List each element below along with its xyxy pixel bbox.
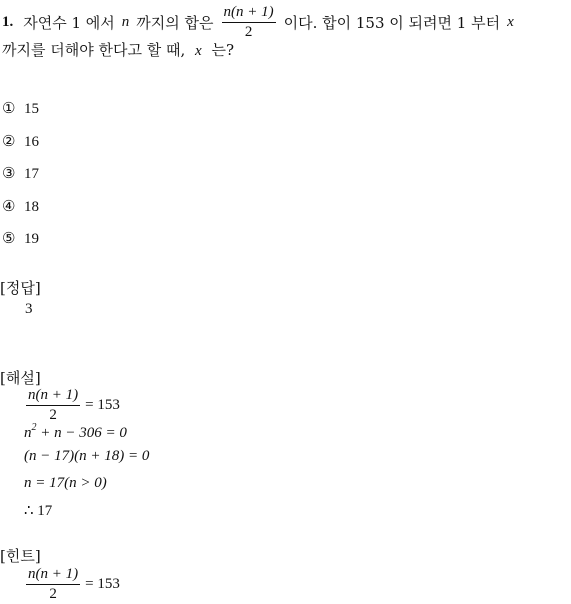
solution-fraction-denominator: 2 [49,406,57,423]
question-text-part-5: 는? [211,41,235,59]
question-variable-n: n [121,13,130,30]
question-text-part-3: 이다. 합이 153 이 되려면 1 부터 [283,13,501,32]
choice-marker: ③ [2,166,16,182]
question-line-1 [2,4,514,40]
solution-step-1 [24,385,120,425]
question-text-part-2: 까지의 합은 [136,13,214,32]
solution-fraction-numerator: n(n + 1) [26,387,80,406]
solution-step-2 [24,422,127,442]
choice-value: 18 [24,199,39,215]
question-text-part-1: 자연수 1 에서 [23,13,115,32]
hint-heading: [힌트] [0,547,41,565]
choice-marker: ② [2,134,16,150]
choice-5[interactable] [2,229,39,248]
choice-2[interactable] [2,132,39,151]
choice-marker: ① [2,101,16,117]
choice-value: 15 [24,101,39,117]
solution-step-3: (n − 17)(n + 18) = 0 [24,448,150,464]
choice-3[interactable] [2,164,39,183]
choice-4[interactable] [2,197,39,216]
question-fraction [222,4,276,40]
question-fraction-denominator: 2 [244,23,253,40]
solution-step-5: ∴ 17 [24,503,53,519]
hint-fraction-denominator: 2 [49,585,57,602]
choice-1[interactable] [2,99,39,118]
answer-value: 3 [25,301,33,317]
solution-step-2-rest: + n − 306 = 0 [40,425,127,441]
question-text-part-4: 까지를 더해야 한다고 할 때, [2,41,186,59]
hint-fraction [26,566,80,602]
choice-marker: ④ [2,199,16,215]
solution-step-2-exponent: 2 [31,422,37,433]
solution-step-2-base: n [24,425,32,441]
choice-value: 16 [24,134,39,150]
hint-equation [24,564,120,604]
question-line-2 [2,39,234,60]
choice-value: 19 [24,231,39,247]
solution-step-4: n = 17(n > 0) [24,475,107,491]
choice-marker: ⑤ [2,231,16,247]
answer-heading: [정답] [0,279,41,297]
solution-heading: [해설] [0,369,41,387]
solution-fraction [26,387,80,423]
question-fraction-numerator: n(n + 1) [222,4,276,23]
hint-equation-rhs: = 153 [85,575,120,592]
solution-step-1-rhs: = 153 [85,396,120,413]
question-variable-x-2: x [195,43,202,59]
choice-value: 17 [24,166,39,182]
hint-fraction-numerator: n(n + 1) [26,566,80,585]
question-number: 1. [2,13,14,30]
question-variable-x: x [507,13,514,30]
